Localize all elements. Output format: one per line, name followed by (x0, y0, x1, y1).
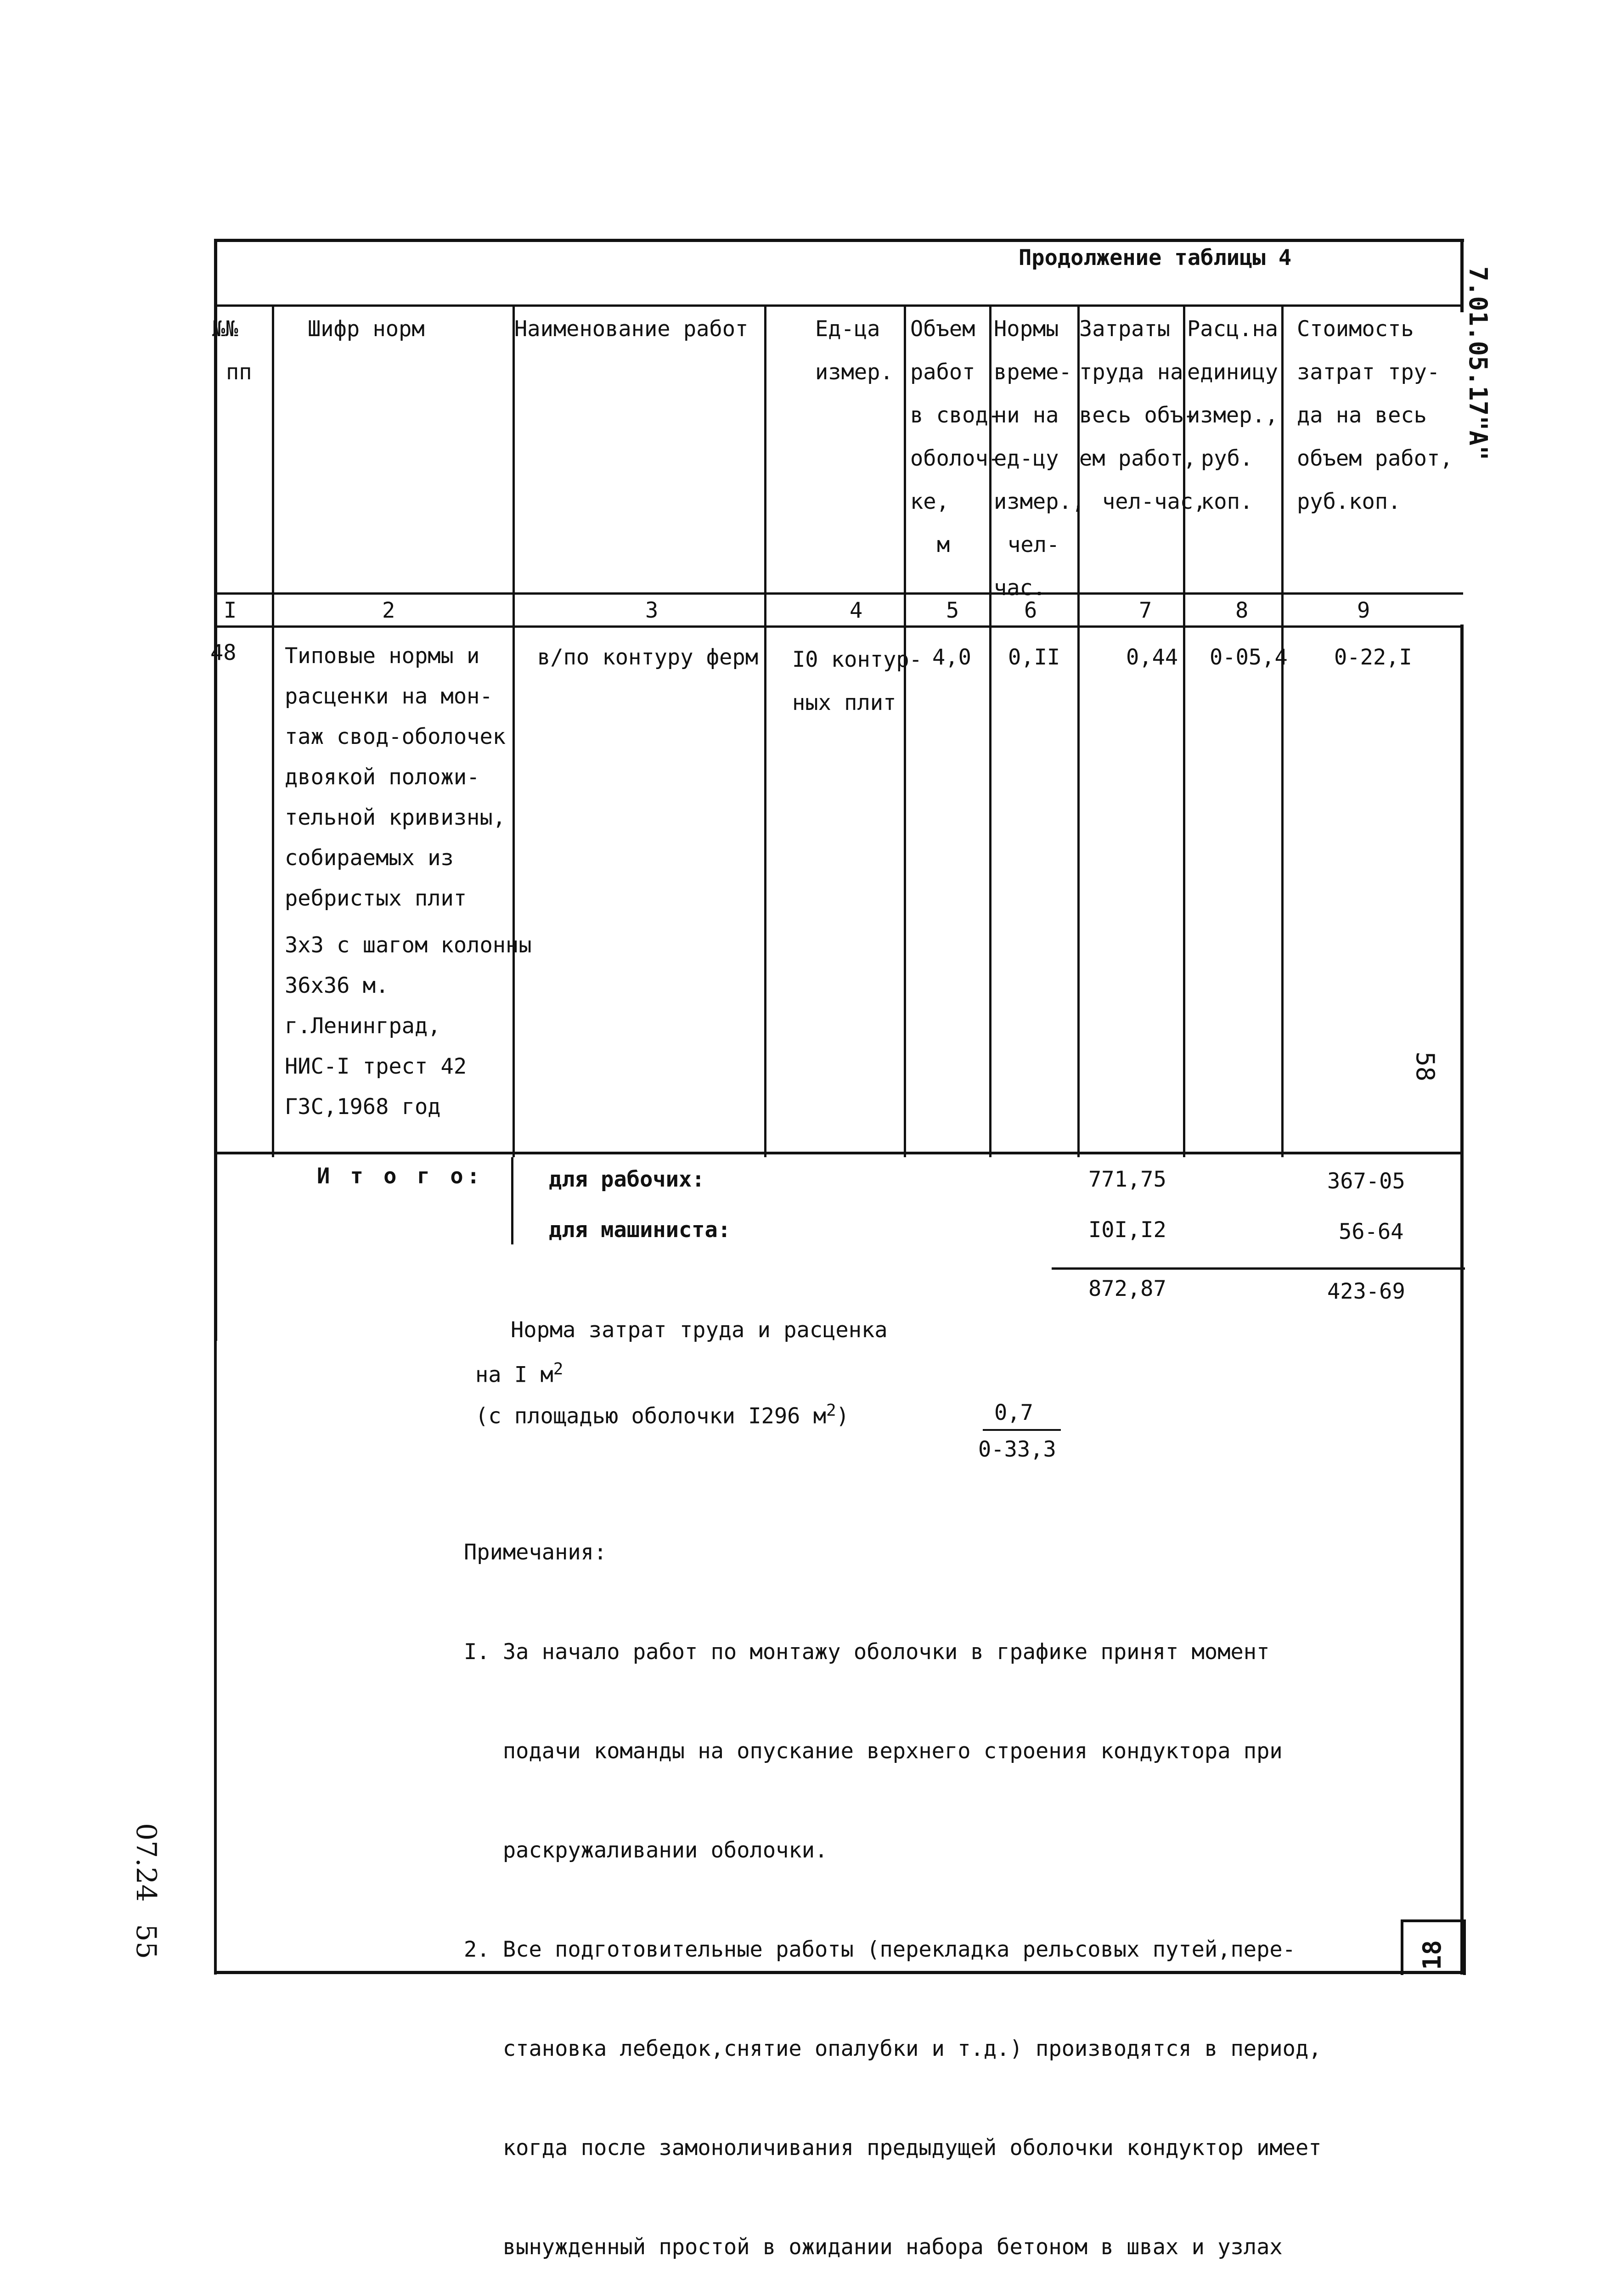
header-work-name: Наименование работ (514, 316, 749, 342)
side-page-number: 58 (1411, 1052, 1440, 1082)
header-rule (214, 592, 1463, 595)
totals-machinist-labor: I0I,I2 (1088, 1217, 1166, 1243)
note-line: когда после замоноличивания предыдущей оболочки кондуктор имеет (464, 2135, 1322, 2161)
frame-left-line-lower (214, 1341, 217, 1975)
colnum-3: 3 (645, 598, 659, 623)
row-time-norm: 0,II (1008, 645, 1060, 670)
note-line: I. За начало работ по монтажу оболочки в графике принят момент (464, 1639, 1270, 1665)
row-unit: I0 контур- ных плит (792, 647, 922, 715)
norm-note-line2-text: на I м (475, 1362, 553, 1388)
note-line: становка лебедок,снятие опалубки и т.д.) производятся в период, (464, 2036, 1322, 2061)
body-rule (214, 1152, 1463, 1154)
note-line: раскружаливании оболочки. (464, 1838, 828, 1863)
doc-code-rotated: 7.01.05.17"А" (1464, 266, 1493, 461)
norm-note-line3-text: (с площадью оболочки I296 м (475, 1403, 827, 1429)
frame-left-line-upper (214, 239, 217, 1341)
colnum-7: 7 (1139, 598, 1152, 623)
colnum-4: 4 (850, 598, 863, 623)
header-labor: Затраты труда на весь объ- ем работ, чел-час, (1079, 316, 1206, 514)
totals-divider (511, 1157, 513, 1244)
left-margin-number: 55 (130, 1924, 162, 1959)
row-rate: 0-05,4 (1210, 645, 1288, 670)
col-line-8 (1281, 305, 1284, 1157)
frame-right-line-bottom (1460, 1093, 1464, 1975)
header-col-num: №№ пп (212, 316, 252, 385)
col-line-3 (764, 305, 766, 1157)
header-rate: Расц.на единицу измер., руб. коп. (1187, 316, 1279, 514)
row-number: 48 (210, 640, 237, 665)
note-line: 2. Все подготовительные работы (перекладка рельсовых путей,пере- (464, 1937, 1296, 1962)
row-cost: 0-22,I (1334, 645, 1412, 670)
norm-note-line1: Норма затрат труда и расценка (511, 1317, 888, 1343)
colnum-2: 2 (382, 598, 395, 623)
notes-title: Примечания: (464, 1540, 607, 1565)
numbering-rule (214, 625, 1463, 628)
colnum-9: 9 (1357, 598, 1370, 623)
norm-numerator: 0,7 (994, 1400, 1033, 1425)
header-cost: Стоимость затрат тру- да на весь объем работ, руб.коп. (1297, 316, 1453, 514)
totals-label: И т о г о: (317, 1164, 484, 1189)
note-line: подачи команды на опускание верхнего строения кондуктора при (464, 1739, 1283, 1764)
caption-rule (214, 304, 1463, 307)
row-volume: 4,0 (932, 645, 971, 670)
norm-note-line3 (475, 1389, 849, 1438)
norm-denominator: 0-33,3 (978, 1437, 1056, 1462)
colnum-8: 8 (1235, 598, 1249, 623)
totals-workers-cost: 367-05 (1327, 1169, 1405, 1194)
totals-workers-label: для рабочих: (549, 1167, 705, 1192)
colnum-6: 6 (1024, 598, 1037, 623)
col-line-4 (904, 305, 906, 1157)
row-work-name: в/по контуру ферм (537, 645, 759, 670)
row-norm-code: Типовые нормы и расценки на мон- таж свод-оболочек двоякой положи- тельной кривизны, собираемых из ребристых плит 3х3 с шагом колонны 36х36 м. г.Ленинград, НИС-I трест 42 ГЗС,1968 год (285, 643, 532, 1120)
totals-sum-cost: 423-69 (1327, 1279, 1405, 1304)
totals-sum-labor: 872,87 (1088, 1276, 1166, 1301)
colnum-1: I (224, 598, 237, 623)
totals-machinist-cost: 56-64 (1339, 1219, 1404, 1244)
table-caption: Продолжение таблицы 4 (1019, 245, 1292, 270)
frame-page-number: 18 (1418, 1940, 1447, 1970)
norm-note-line3-end: ) (836, 1403, 849, 1429)
row-labor: 0,44 (1126, 645, 1178, 670)
header-time-norm: Нормы време- ни на ед-цу измер., чел- час. (994, 316, 1085, 601)
header-volume: Объем работ в свод- оболоч- ке, м (910, 316, 1002, 557)
note-line: вынужденный простой в ожидании набора бетоном в швах и узлах (464, 2234, 1283, 2260)
header-norm-code: Шифр норм (308, 316, 425, 342)
col-line-1 (272, 305, 274, 1157)
norm-note-line3-sup: 2 (826, 1401, 836, 1420)
totals-machinist-label: для машиниста: (549, 1217, 731, 1243)
frame-right-line-mid (1460, 625, 1464, 1162)
header-unit: Ед-ца измер. (815, 316, 893, 385)
left-margin-code: 07.24 (130, 1823, 162, 1902)
colnum-5: 5 (946, 598, 959, 623)
notes-body (464, 1570, 1322, 2296)
totals-workers-labor: 771,75 (1088, 1167, 1166, 1192)
norm-note-line2-sup: 2 (553, 1360, 563, 1379)
